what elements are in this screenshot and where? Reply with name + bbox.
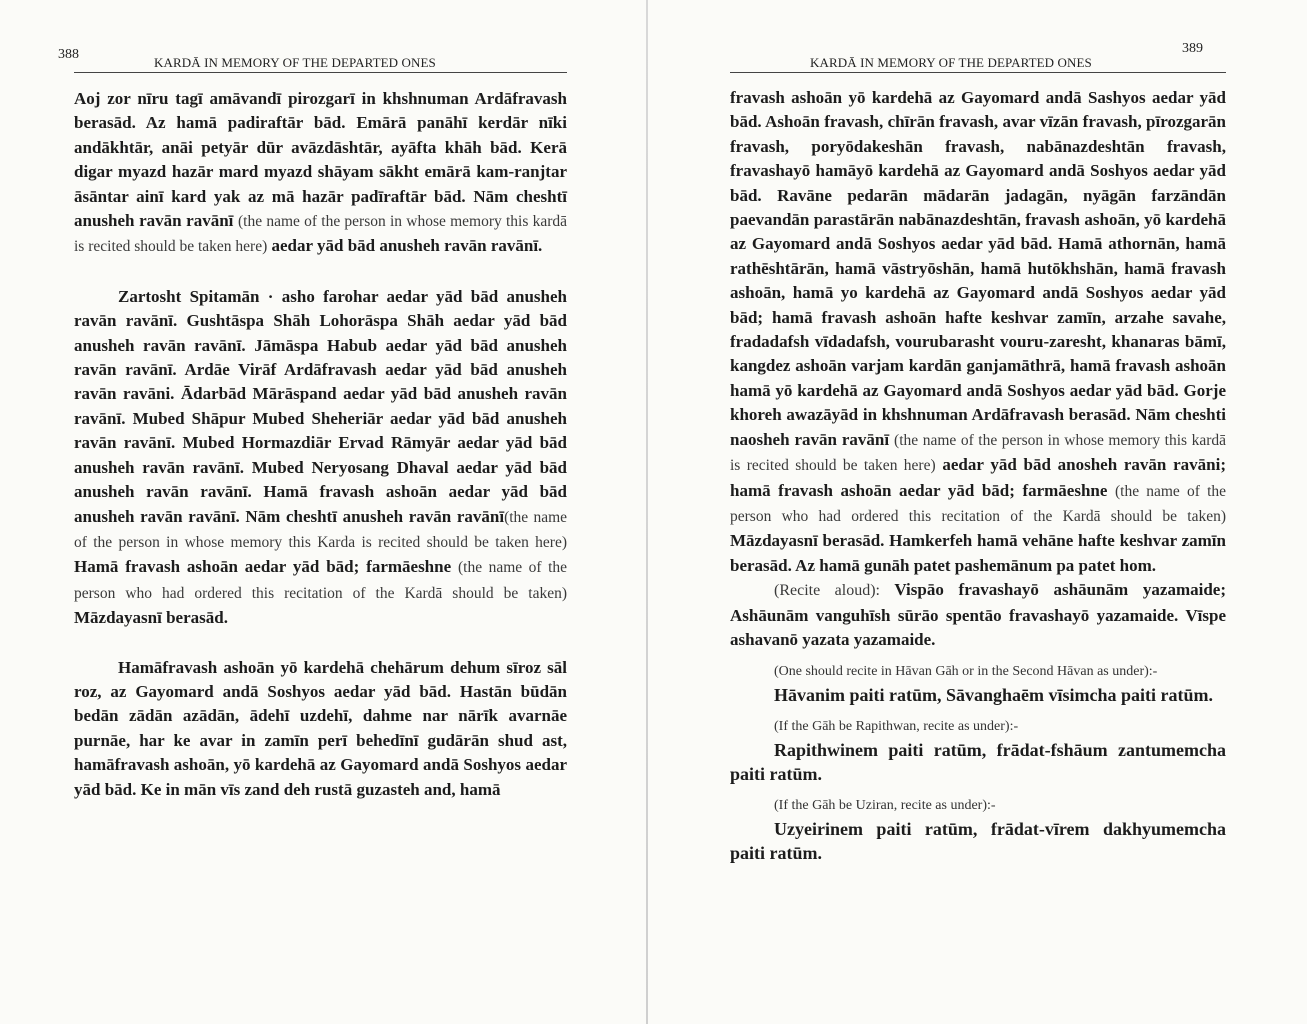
chant-text: Uzyeirinem paiti ratūm, frādat-vīrem dakhyumemcha paiti ratūm. [730, 819, 1226, 864]
page-number: 389 [1182, 41, 1203, 56]
prayer-text: Māzdayasnī berasād. [74, 608, 228, 628]
instruction-note: (the name of the person who had ordered this recitation of the Kardā should be taken) [74, 559, 568, 602]
chant-text: Rapithwinem paiti ratūm, frādat-fshāum zantumemcha paiti ratūm. [730, 740, 1226, 785]
paragraph [730, 578, 1226, 652]
running-head: KARDĀ IN MEMORY OF THE DEPARTED ONES [154, 55, 436, 70]
page-number: 388 [58, 47, 79, 62]
paragraph [74, 285, 567, 631]
prayer-text: Vispāo fravashayō ashāunām yazamaide; Ashāunām vanguhīsh sūrāo spentāo fravashayō yazamaide. Vīspe ashavanō yazata yazamaide. [730, 580, 1227, 649]
book-spine [646, 0, 648, 1024]
left-text-block [74, 87, 567, 802]
prayer-text: Māzdayasnī berasād. Hamkerfeh hamā vehāne hafte keshvar zamīn berasād. Az hamā gunāh patet pashemānum pa patet hom. [730, 531, 1226, 575]
prayer-text: Hamā fravash ashoān aedar yād bād; farmāeshne [74, 557, 452, 577]
prayer-text: Aoj zor nīru tagī amāvandī pirozgarī in khshnuman Ardāfravash berasād. Az hamā padiraftār bād. Emārā panāhī kerdār nīki andākhtār, anāi petyār dūr avāzdāshtār, ayāfta khāh bād. Kerā digar myazd hazār mard myazd shāyam sākht emārā kam-ranjtar āsāntar ainī kard yak az mā hazār padīraftār bād. Nām cheshtī anusheh ravān ravānī [74, 89, 567, 231]
prayer-text: aedar yād bād anusheh ravān ravānī. [271, 236, 543, 256]
prayer-text: Zartosht Spitamān · asho farohar aedar yād bād anusheh ravān ravānī. Gushtāspa Shāh Lohorāspa Shāh aedar yād bād anusheh ravān ravānī. Jāmāspa Habub aedar yād bād anusheh ravān ravānī. Ardāe Virāf Ardāfravash aedar yād bād anusheh ravān ravāni. Ādarbād Mārāspand aedar yād bād anusheh ravān ravānī. Mubed Shāpur Mubed Sheheriār aedar yād bād anusheh ravān ravānī. Mubed Hormazdiār Ervad Rāmyār aedar yād bād anusheh ravān ravānī. Mubed Neryosang Dhaval aedar yād bād anusheh ravān ravānī. Hamā fravash ashoān aedar yād bād anusheh ravān ravānī. Nām cheshtī anusheh ravān ravānī [74, 286, 567, 526]
paragraph [74, 87, 567, 260]
right-text-block [730, 86, 1226, 865]
instruction-note: (Recite aloud): [774, 582, 880, 600]
prayer-text: fravash ashoān yō kardehā az Gayomard andā Sashyos aedar yād bād. Ashoān fravash, chīrān fravash, avar vīzān fravash, pīrozgarān fravash, poryōdakeshān fravash, nabānazdeshtān fravash, fravashayō hamāyō kardehā az Gayomard andā Soshyos aedar yād bād. Ravāne pedarān mādarān jadagān, nyāgān farzāndān paevandān parastārān nabānazdeshtān, fravash ashoān, yō kardehā az Gayomard andā Soshyos aedar yād bād. Hamā athornān, hamā rathēshtārān, hamā vāstryōshān, hamā hutōkhshān, hamā fravash ashoān, hamā yo kardehā az Gayomard andā Soshyos aedar yād bād; hamā fravash ashoān hafte keshvar zamīn, arzahe savahe, fradadafsh vīdadafsh, vourubarasht vouru-zaresht, khanaras bāmī, kangdez ashoān varjam kardān ganjamāthrā, hamā fravash ashoān hamā yō kardehā az Gayomard andā Soshyos aedar yād bād. Gorje khoreh awazāyād in khshnuman Ardāfravash berasād. Nām cheshti naosheh ravān ravānī [730, 88, 1226, 449]
instruction-note: (the name of the person in whose memory this kardā is recited should be taken here) [730, 431, 1227, 475]
left-page [0, 0, 648, 1024]
instruction-note: (If the Gāh be Uziran, recite as under):- [774, 798, 996, 814]
instruction-note: (the name of the person in whose memory this Karda is recited should be taken here) [74, 508, 568, 551]
paragraph [730, 86, 1226, 578]
instruction-note: (the name of the person who had ordered this recitation of the Kardā should be taken) [730, 482, 1227, 525]
right-page [650, 0, 1307, 1024]
running-head: KARDĀ IN MEMORY OF THE DEPARTED ONES [810, 55, 1092, 70]
paragraph [74, 656, 567, 802]
prayer-text: Hamāfravash ashoān yō kardehā chehārum dehum sīroz sāl roz, az Gayomard andā Soshyos aedar yād bād. Hastān būdān bedān zādān azādān, ādehī uzdehī, dahme nar nārīk avarnāe purnāe, har ke avar in zamīn perī behedīnī gudārān shud ast, hamāfravash ashoān, yō kardehā az Gayomard andā Soshyos aedar yād bād. Ke in mān vīs zand deh rustā guzasteh and, hamā [74, 657, 567, 799]
instruction-note: (One should recite in Hāvan Gāh or in the Second Hāvan as under):- [774, 664, 1158, 680]
instruction-note: (If the Gāh be Rapithwan, recite as under):- [774, 719, 1019, 735]
instruction-note: (the name of the person in whose memory this kardā is recited should be taken here) [74, 213, 568, 256]
chant-text: Hāvanim paiti ratūm, Sāvanghaēm vīsimcha paiti ratūm. [774, 685, 1214, 706]
prayer-text: aedar yād bād anosheh ravān ravāni; hamā fravash ashoān aedar yād bād; farmāeshne [730, 455, 1226, 500]
